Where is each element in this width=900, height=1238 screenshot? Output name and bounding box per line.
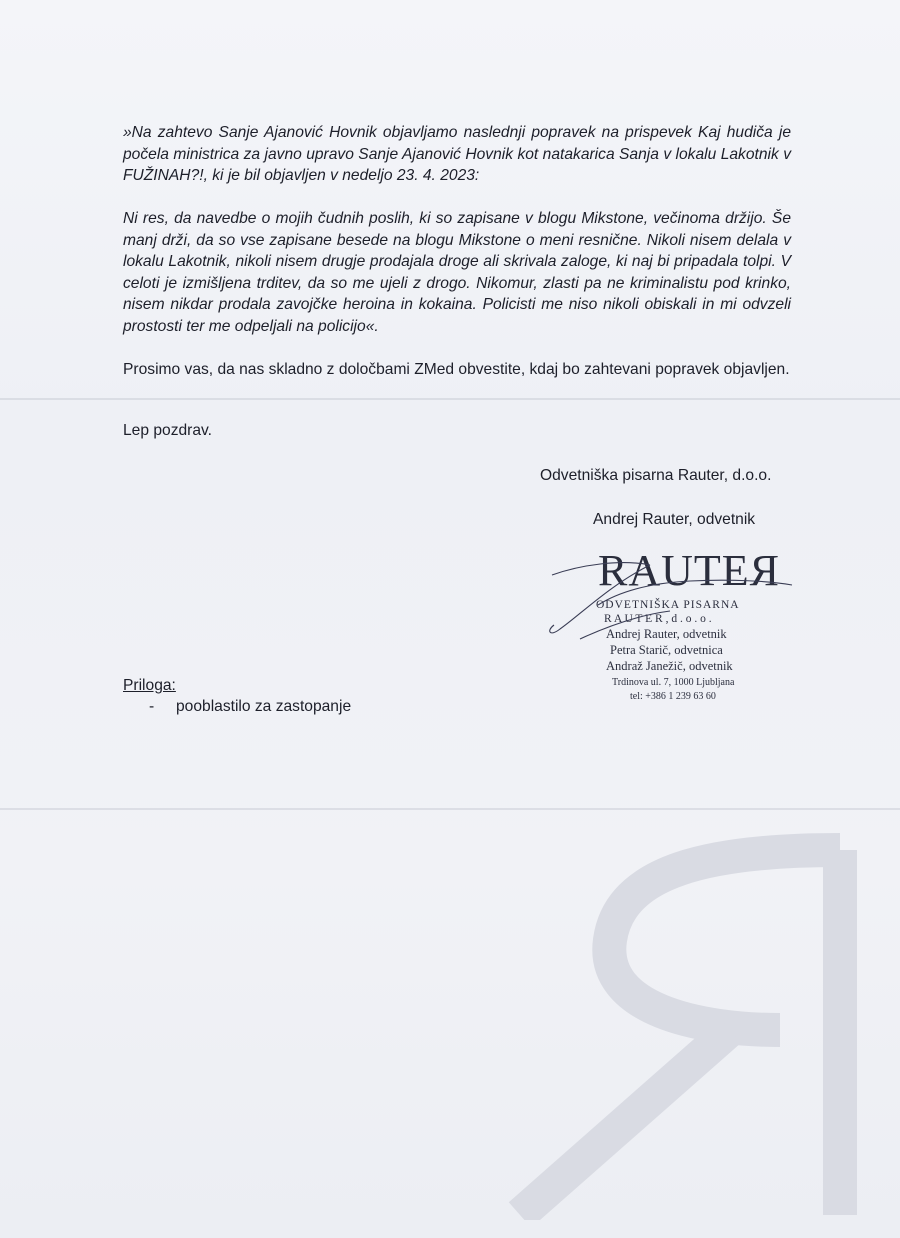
attachment-item: pooblastilo za zastopanje <box>176 698 352 715</box>
request-paragraph: Prosimo vas, da nas skladno z določbami ZMed obvestite, kdaj bo zahtevani popravek objavljen. <box>123 361 790 378</box>
firm-stamp <box>540 545 800 715</box>
handwritten-signature <box>540 545 800 715</box>
firm-name: Odvetniška pisarna Rauter, d.o.o. <box>540 467 772 484</box>
quoted-intro: »Na zahtevo Sanje Ajanović Hovnik objavljamo naslednji popravek na prispevek Kaj hudiča je počela ministrica za javno upravo Sanje Ajanović Hovnik kot natakarica Sanja v lokalu Lakotnik v FUŽINAH?!, ki je bil objavljen v nedeljo 23. 4. 2023: <box>123 124 791 184</box>
greeting: Lep pozdrav. <box>123 422 213 439</box>
stamp-line-address: Trdinova ul. 7, 1000 Ljubljana <box>612 677 735 688</box>
stamp-line-rauter: R A U T E R , d . o . o . <box>604 613 712 625</box>
stamp-line-phone: tel: +386 1 239 63 60 <box>630 691 716 702</box>
stamp-line-lawyer-1: Andrej Rauter, odvetnik <box>606 627 727 641</box>
paper-fold <box>0 808 900 810</box>
stamp-line-lawyer-3: Andraž Janežič, odvetnik <box>606 659 733 673</box>
stamp-line-lawyer-2: Petra Starič, odvetnica <box>610 643 723 657</box>
rauter-watermark-logo <box>480 830 880 1220</box>
stamp-logo: RAUTEЯ <box>598 546 780 595</box>
attachments-heading: Priloga: <box>123 677 176 694</box>
stamp-line-firm: ODVETNIŠKA PISARNA <box>596 599 740 611</box>
signatory-name: Andrej Rauter, odvetnik <box>593 511 756 528</box>
attachment-bullet: - <box>149 698 155 715</box>
quoted-body: Ni res, da navedbe o mojih čudnih poslih, ki so zapisane v blogu Mikstone, večinoma držijo. Še manj drži, da so vse zapisane besede na blogu Mikstone o meni resnične. Nikoli nisem delala v lokalu Lakotnik, nikoli nisem drugje prodajala droge ali skrivala zaloge, ki naj bi pripadala tolpi. V celoti je izmišljena trditev, da so me ujeli z drogo. Nikomur, zlasti pa ne kriminalistu pod krinko, nisem nikdar prodala zavojčke heroina in kokaina. Policisti me niso nikoli obiskali in mi odvzeli prostosti ter me odpeljali na policijo«. <box>123 210 791 335</box>
paper-fold <box>0 398 900 400</box>
